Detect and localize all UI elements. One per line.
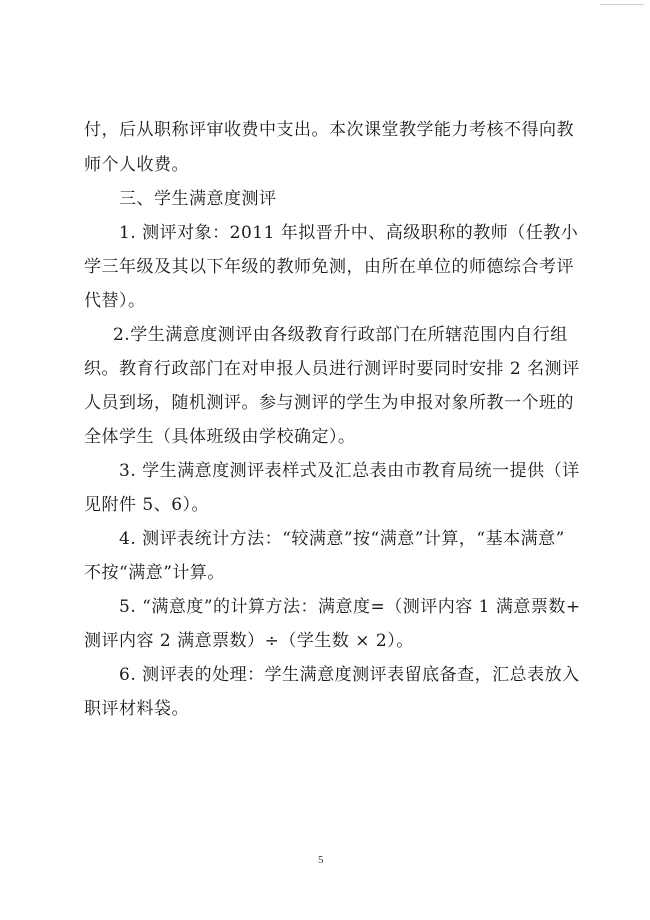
body-line: 织。教育行政部门在对申报人员进行测评时要同时安排 2 名测评	[84, 359, 580, 379]
body-line: 2.学生满意度测评由各级教育行政部门在所辖范围内自行组	[113, 325, 568, 345]
body-line: 师个人收费。	[84, 155, 189, 175]
body-line: 见附件 5、6）。	[84, 495, 210, 515]
page-number: 5	[318, 854, 324, 866]
body-line: 不按“满意”计算。	[84, 563, 225, 583]
body-line: 学三年级及其以下年级的教师免测，由所在单位的师德综合考评	[84, 257, 574, 277]
section-heading: 三、学生满意度测评	[119, 189, 277, 209]
body-line: 职评材料袋。	[84, 699, 189, 719]
body-line: 6. 测评表的处理：学生满意度测评表留底备查，汇总表放入	[119, 665, 580, 685]
body-line: 1. 测评对象：2011 年拟晋升中、高级职称的教师（任教小	[119, 223, 579, 243]
body-line: 全体学生（具体班级由学校确定）。	[84, 427, 356, 447]
body-line: 人员到场，随机测评。参与测评的学生为申报对象所教一个班的	[84, 393, 574, 413]
body-line: 测评内容 2 满意票数）÷（学生数 × 2）。	[84, 631, 414, 651]
body-line: 5. “满意度”的计算方法：满意度=（测评内容 1 满意票数+	[119, 597, 581, 617]
body-line: 付，后从职称评审收费中支出。本次课堂教学能力考核不得向教	[84, 120, 574, 140]
body-line: 代替）。	[84, 291, 146, 311]
body-line: 3. 学生满意度测评表样式及汇总表由市教育局统一提供（详	[119, 461, 580, 481]
scan-artifact	[600, 4, 644, 5]
body-line: 4. 测评表统计方法：“较满意”按“满意”计算，“基本满意”	[119, 529, 565, 549]
